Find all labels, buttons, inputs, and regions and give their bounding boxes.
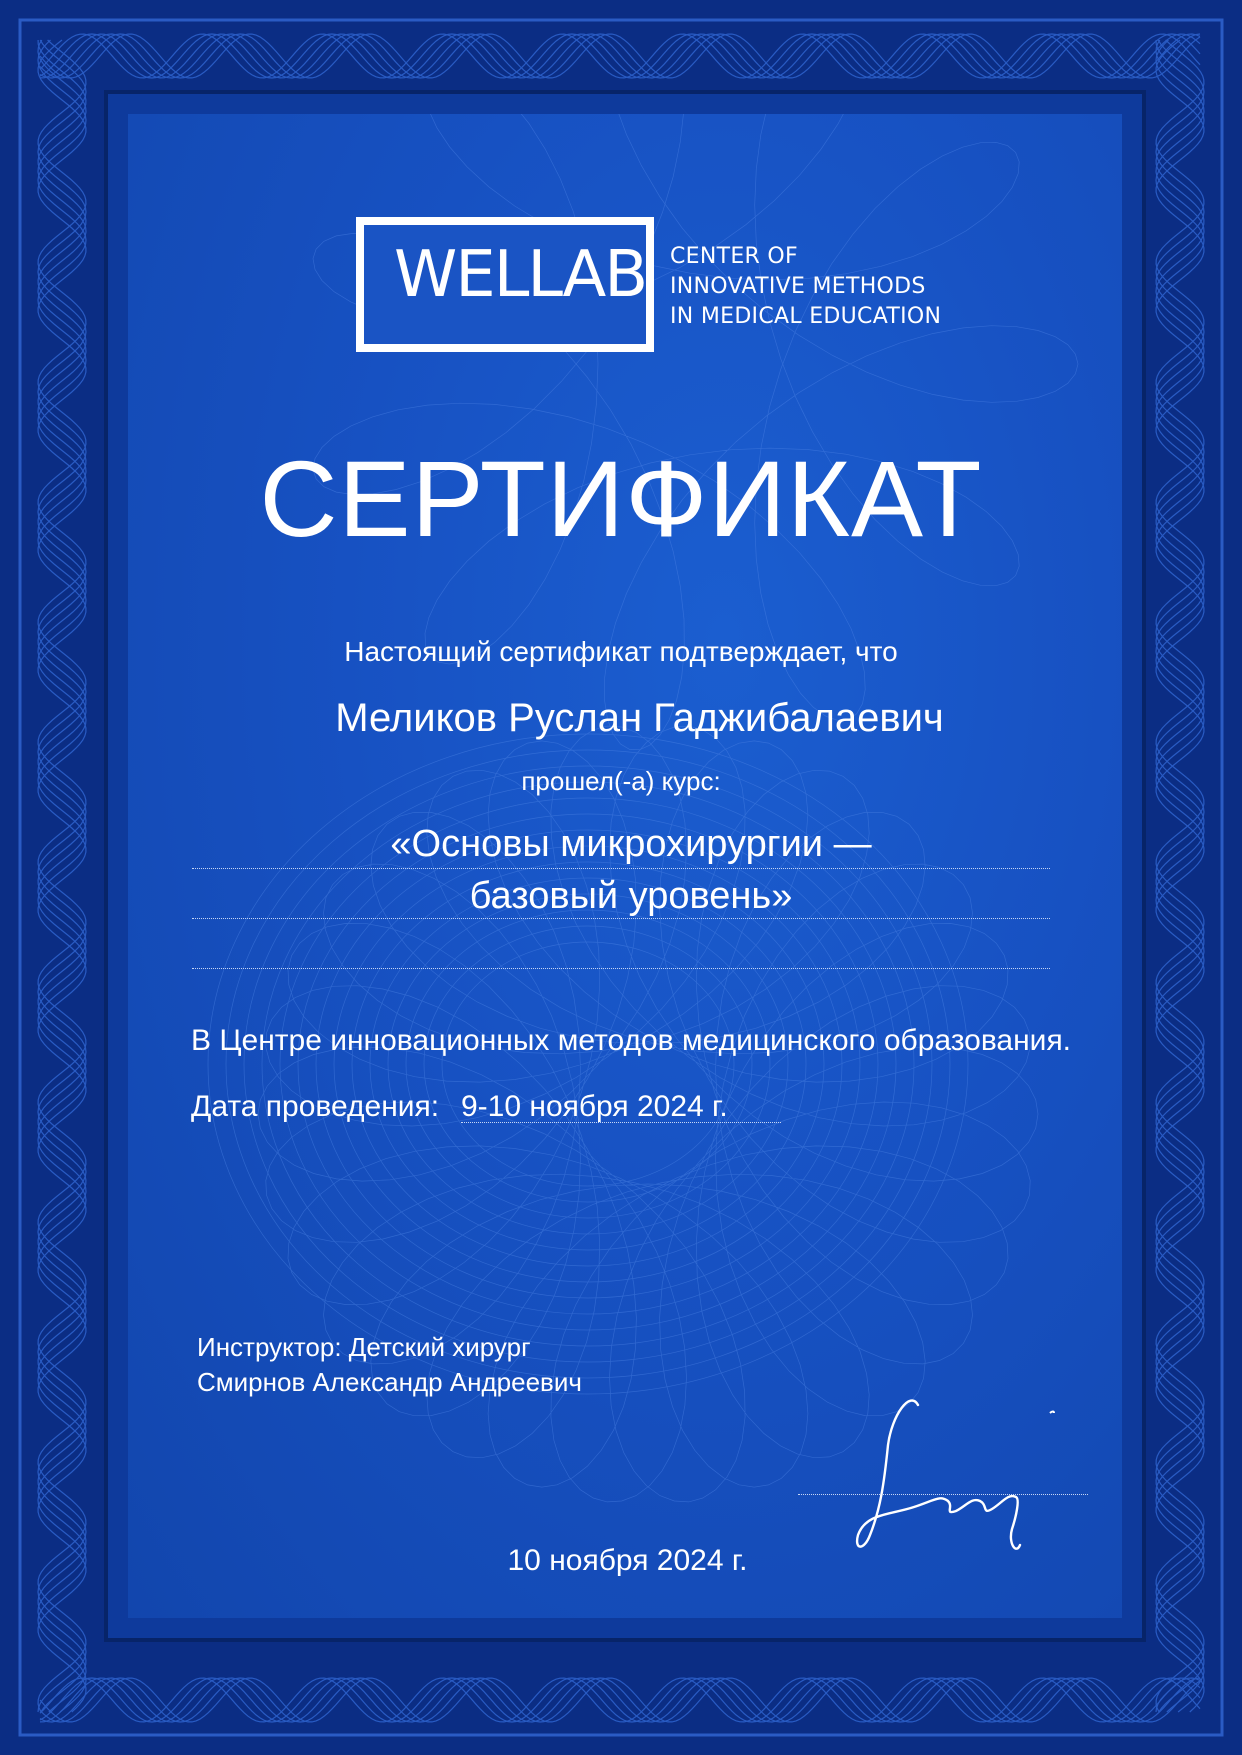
course-name-line2: базовый уровень» xyxy=(469,875,793,917)
dotted-line xyxy=(192,918,1050,919)
certificate-title: СЕРТИФИКАТ xyxy=(259,438,983,559)
dotted-line xyxy=(192,968,1050,969)
course-name-line1: «Основы микрохирургии — xyxy=(390,823,872,865)
instructor-signature xyxy=(840,1385,1080,1560)
guilloche-ring xyxy=(442,942,734,1186)
intro-text: Настоящий сертификат подтверждает, что xyxy=(344,636,898,667)
date-label: Дата проведения: xyxy=(191,1090,440,1123)
event-date: 9-10 ноября 2024 г. xyxy=(461,1090,728,1123)
guilloche-ring xyxy=(352,862,824,1266)
logo-subtitle xyxy=(670,242,941,332)
logo-subtitle-line: IN MEDICAL EDUCATION xyxy=(670,304,942,329)
dotted-line xyxy=(192,868,1050,869)
place-text: В Центре инновационных методов медицинского образования. xyxy=(191,1024,1072,1057)
issue-date: 10 ноября 2024 г. xyxy=(507,1544,748,1577)
logo-subtitle-line: INNOVATIVE METHODS xyxy=(670,274,926,299)
wellab-logo xyxy=(356,217,654,352)
instructor-line1: Инструктор: Детский хирург xyxy=(197,1332,531,1362)
logo-subtitle-line: CENTER OF xyxy=(670,244,799,269)
guilloche-ring xyxy=(388,894,788,1234)
dotted-line xyxy=(461,1122,781,1123)
recipient-name: Меликов Руслан Гаджибалаевич xyxy=(335,696,944,740)
guilloche-ring xyxy=(370,878,806,1250)
logo-wordmark: WELLAB xyxy=(394,238,647,312)
instructor-line2: Смирнов Александр Андреевич xyxy=(197,1367,582,1397)
passed-label: прошел(-а) курс: xyxy=(521,766,721,796)
